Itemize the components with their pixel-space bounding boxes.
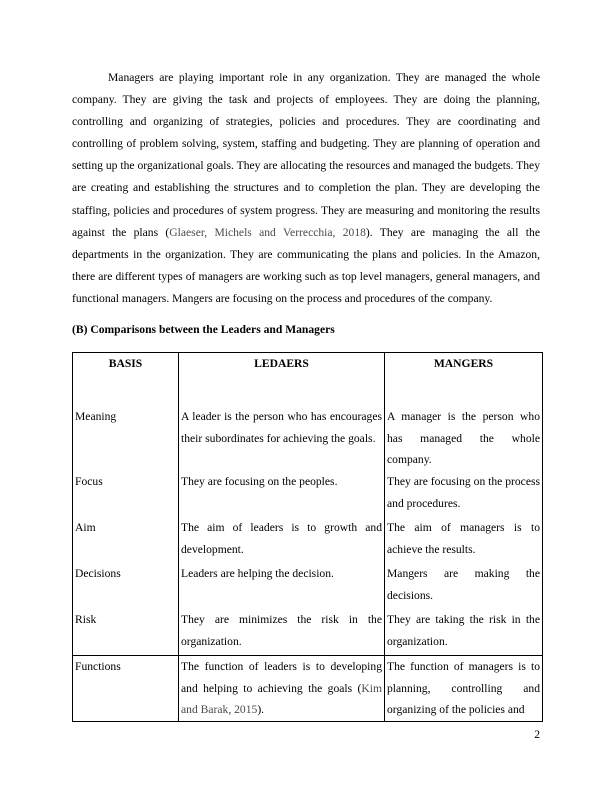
header-leaders: LEDAERS bbox=[179, 353, 385, 407]
cell-leaders: A leader is the person who has encourages their subordinates for achieving the goals. bbox=[179, 406, 385, 471]
cell-leaders bbox=[179, 656, 385, 722]
table-row-focus bbox=[73, 471, 543, 517]
page-number: 2 bbox=[534, 728, 540, 741]
table-header-row bbox=[73, 353, 543, 407]
table-row-risk bbox=[73, 609, 543, 656]
cell-leaders: They are minimizes the risk in the organization. bbox=[179, 609, 385, 656]
paragraph-text-2: ). They are managing the all the departments in the organization. They are communicating the plans and policies. In the Amazon, there are different types of managers are working such as top level managers, general managers, and functional managers. Mangers are focusing on the process and procedures of the company. bbox=[72, 225, 540, 305]
cell-basis: Focus bbox=[73, 471, 179, 517]
cell-basis: Meaning bbox=[73, 406, 179, 471]
cell-basis: Decisions bbox=[73, 563, 179, 609]
cell-leaders: Leaders are helping the decision. bbox=[179, 563, 385, 609]
citation-link[interactable]: Glaeser, Michels and Verrecchia, 2018 bbox=[169, 225, 366, 239]
cell-managers: Mangers are making the decisions. bbox=[385, 563, 543, 609]
table-row-meaning bbox=[73, 406, 543, 471]
functions-leaders-text-1: The function of leaders is to developing and helping to achieving the goals ( bbox=[181, 660, 382, 695]
cell-basis: Functions bbox=[73, 656, 179, 722]
cell-managers: The function of managers is to planning, controlling and organizing of the policies and bbox=[385, 656, 543, 722]
header-managers: MANGERS bbox=[385, 353, 543, 407]
table-row-decisions bbox=[73, 563, 543, 609]
cell-managers: They are focusing on the process and procedures. bbox=[385, 471, 543, 517]
section-heading: (B) Comparisons between the Leaders and Managers bbox=[72, 323, 335, 336]
cell-managers: The aim of managers is to achieve the results. bbox=[385, 517, 543, 563]
cell-leaders: They are focusing on the peoples. bbox=[179, 471, 385, 517]
cell-managers: A manager is the person who has managed the whole company. bbox=[385, 406, 543, 471]
header-basis: BASIS bbox=[73, 353, 179, 407]
cell-basis: Aim bbox=[73, 517, 179, 563]
cell-basis: Risk bbox=[73, 609, 179, 656]
functions-leaders-text-2: ). bbox=[257, 703, 265, 716]
table-row-aim bbox=[73, 517, 543, 563]
table-row-functions bbox=[73, 656, 543, 722]
paragraph-text-1: Managers are playing important role in any organization. They are managed the whole company. They are giving the task and projects of employees. They are doing the planning, controlling and organizing of strategies, policies and procedures. They are coordinating and controlling of problem solving, system, staffing and budgeting. They are planning of operation and setting up the organizational goals. They are allocating the resources and managed the budgets. They are creating and establishing the structures and to completion the plan. They are developing the staffing, policies and procedures of system progress. They are measuring and monitoring the results against the plans ( bbox=[72, 71, 540, 239]
body-paragraph bbox=[72, 67, 540, 310]
cell-leaders: The aim of leaders is to growth and development. bbox=[179, 517, 385, 563]
cell-managers: They are taking the risk in the organization. bbox=[385, 609, 543, 656]
comparison-table bbox=[72, 352, 543, 722]
citation-link[interactable]: Kim and Barak, 2015 bbox=[181, 681, 382, 716]
